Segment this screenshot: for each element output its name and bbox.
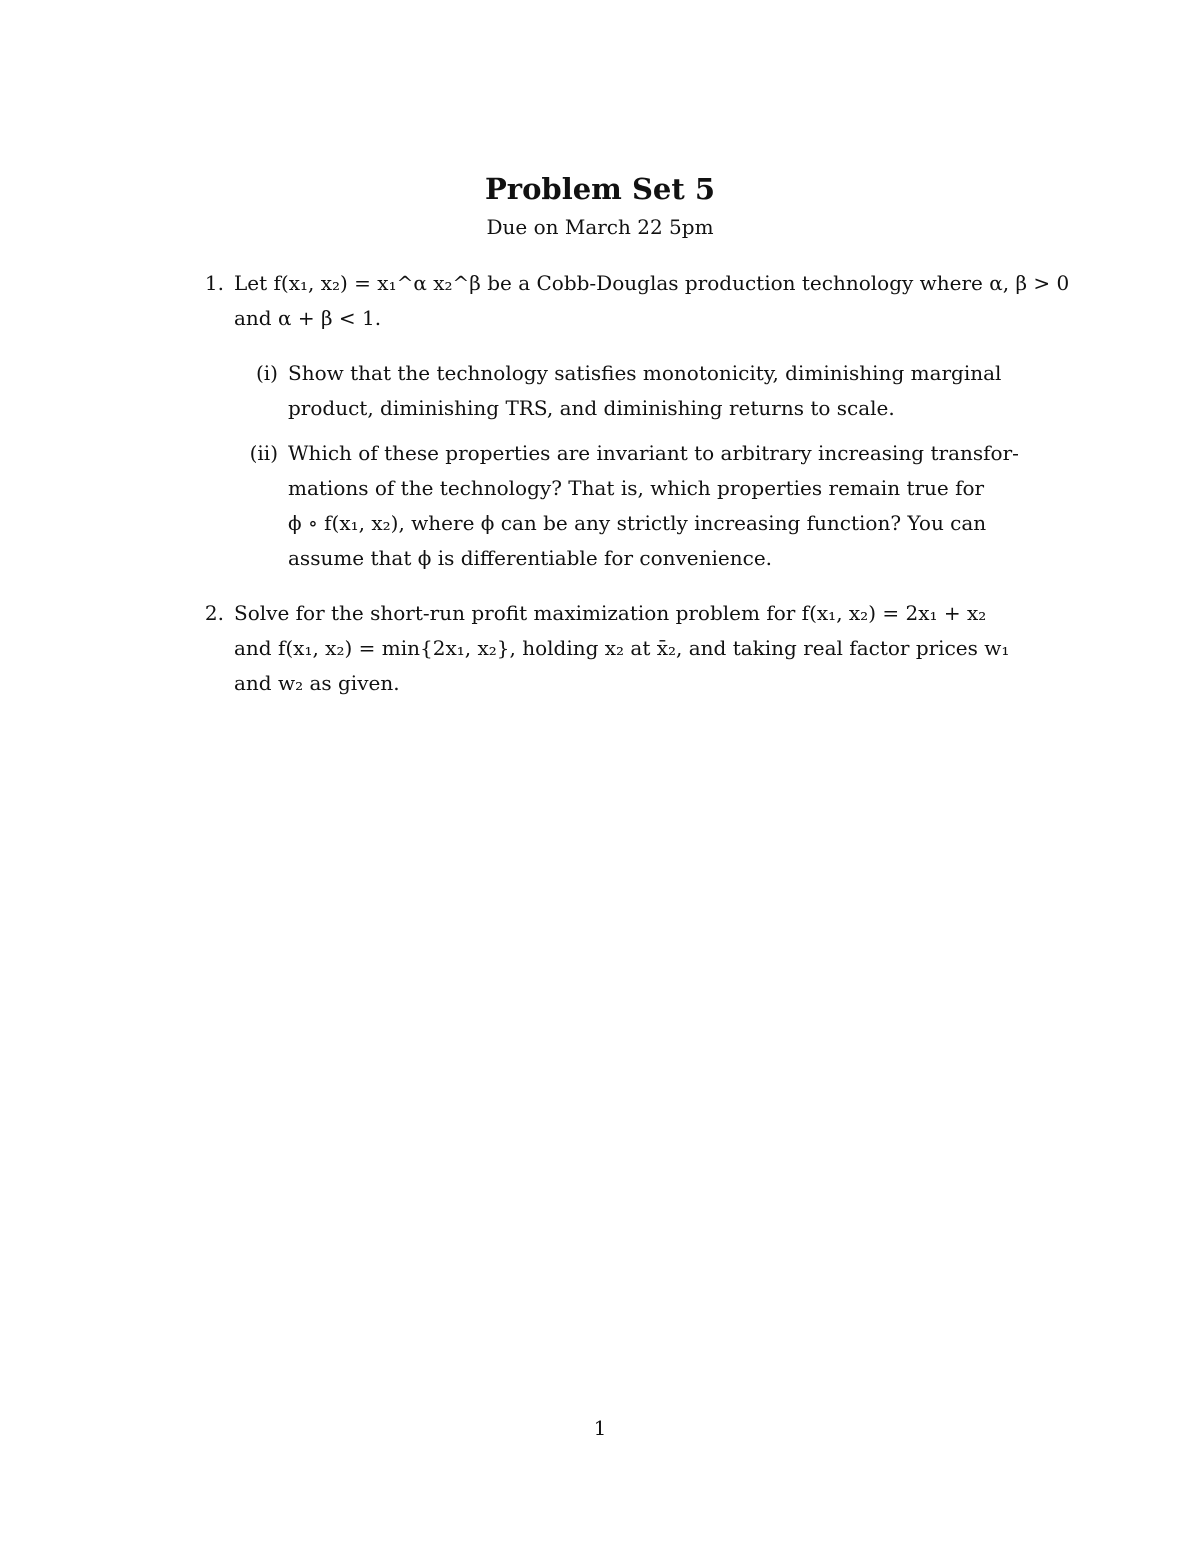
subpart-text-line: assume that ϕ is differentiable for convenience. xyxy=(288,546,773,570)
problem-text-line: and f(x₁, x₂) = min{2x₁, x₂}, holding x₂ at x̄₂, and taking real factor prices w₁ xyxy=(234,636,1010,660)
problem-text-line: Let f(x₁, x₂) = x₁^α x₂^β be a Cobb-Douglas production technology where α, β > 0 xyxy=(234,271,1070,295)
subpart-label: (ii) xyxy=(249,441,278,465)
subpart-text-line: product, diminishing TRS, and diminishing returns to scale. xyxy=(288,396,895,420)
subpart-text-line: Show that the technology satisfies monotonicity, diminishing marginal xyxy=(288,361,1002,385)
problem-number: 2. xyxy=(204,601,224,625)
subpart-text-line: mations of the technology? That is, which properties remain true for xyxy=(288,476,985,500)
page-number: 1 xyxy=(593,1416,607,1440)
problem-text-line: and w₂ as given. xyxy=(234,671,400,695)
due-date: Due on March 22 5pm xyxy=(486,215,714,239)
subpart-text-line: ϕ ∘ f(x₁, x₂), where ϕ can be any strictly increasing function? You can xyxy=(288,511,987,535)
problem-number: 1. xyxy=(204,271,224,295)
page-title: Problem Set 5 xyxy=(484,172,716,206)
problem-text-line: and α + β < 1. xyxy=(234,306,382,330)
subpart-text-line: Which of these properties are invariant to arbitrary increasing transfor- xyxy=(288,441,1019,465)
subpart-label: (i) xyxy=(255,361,278,385)
problem-text-line: Solve for the short-run profit maximization problem for f(x₁, x₂) = 2x₁ + x₂ xyxy=(234,601,987,625)
